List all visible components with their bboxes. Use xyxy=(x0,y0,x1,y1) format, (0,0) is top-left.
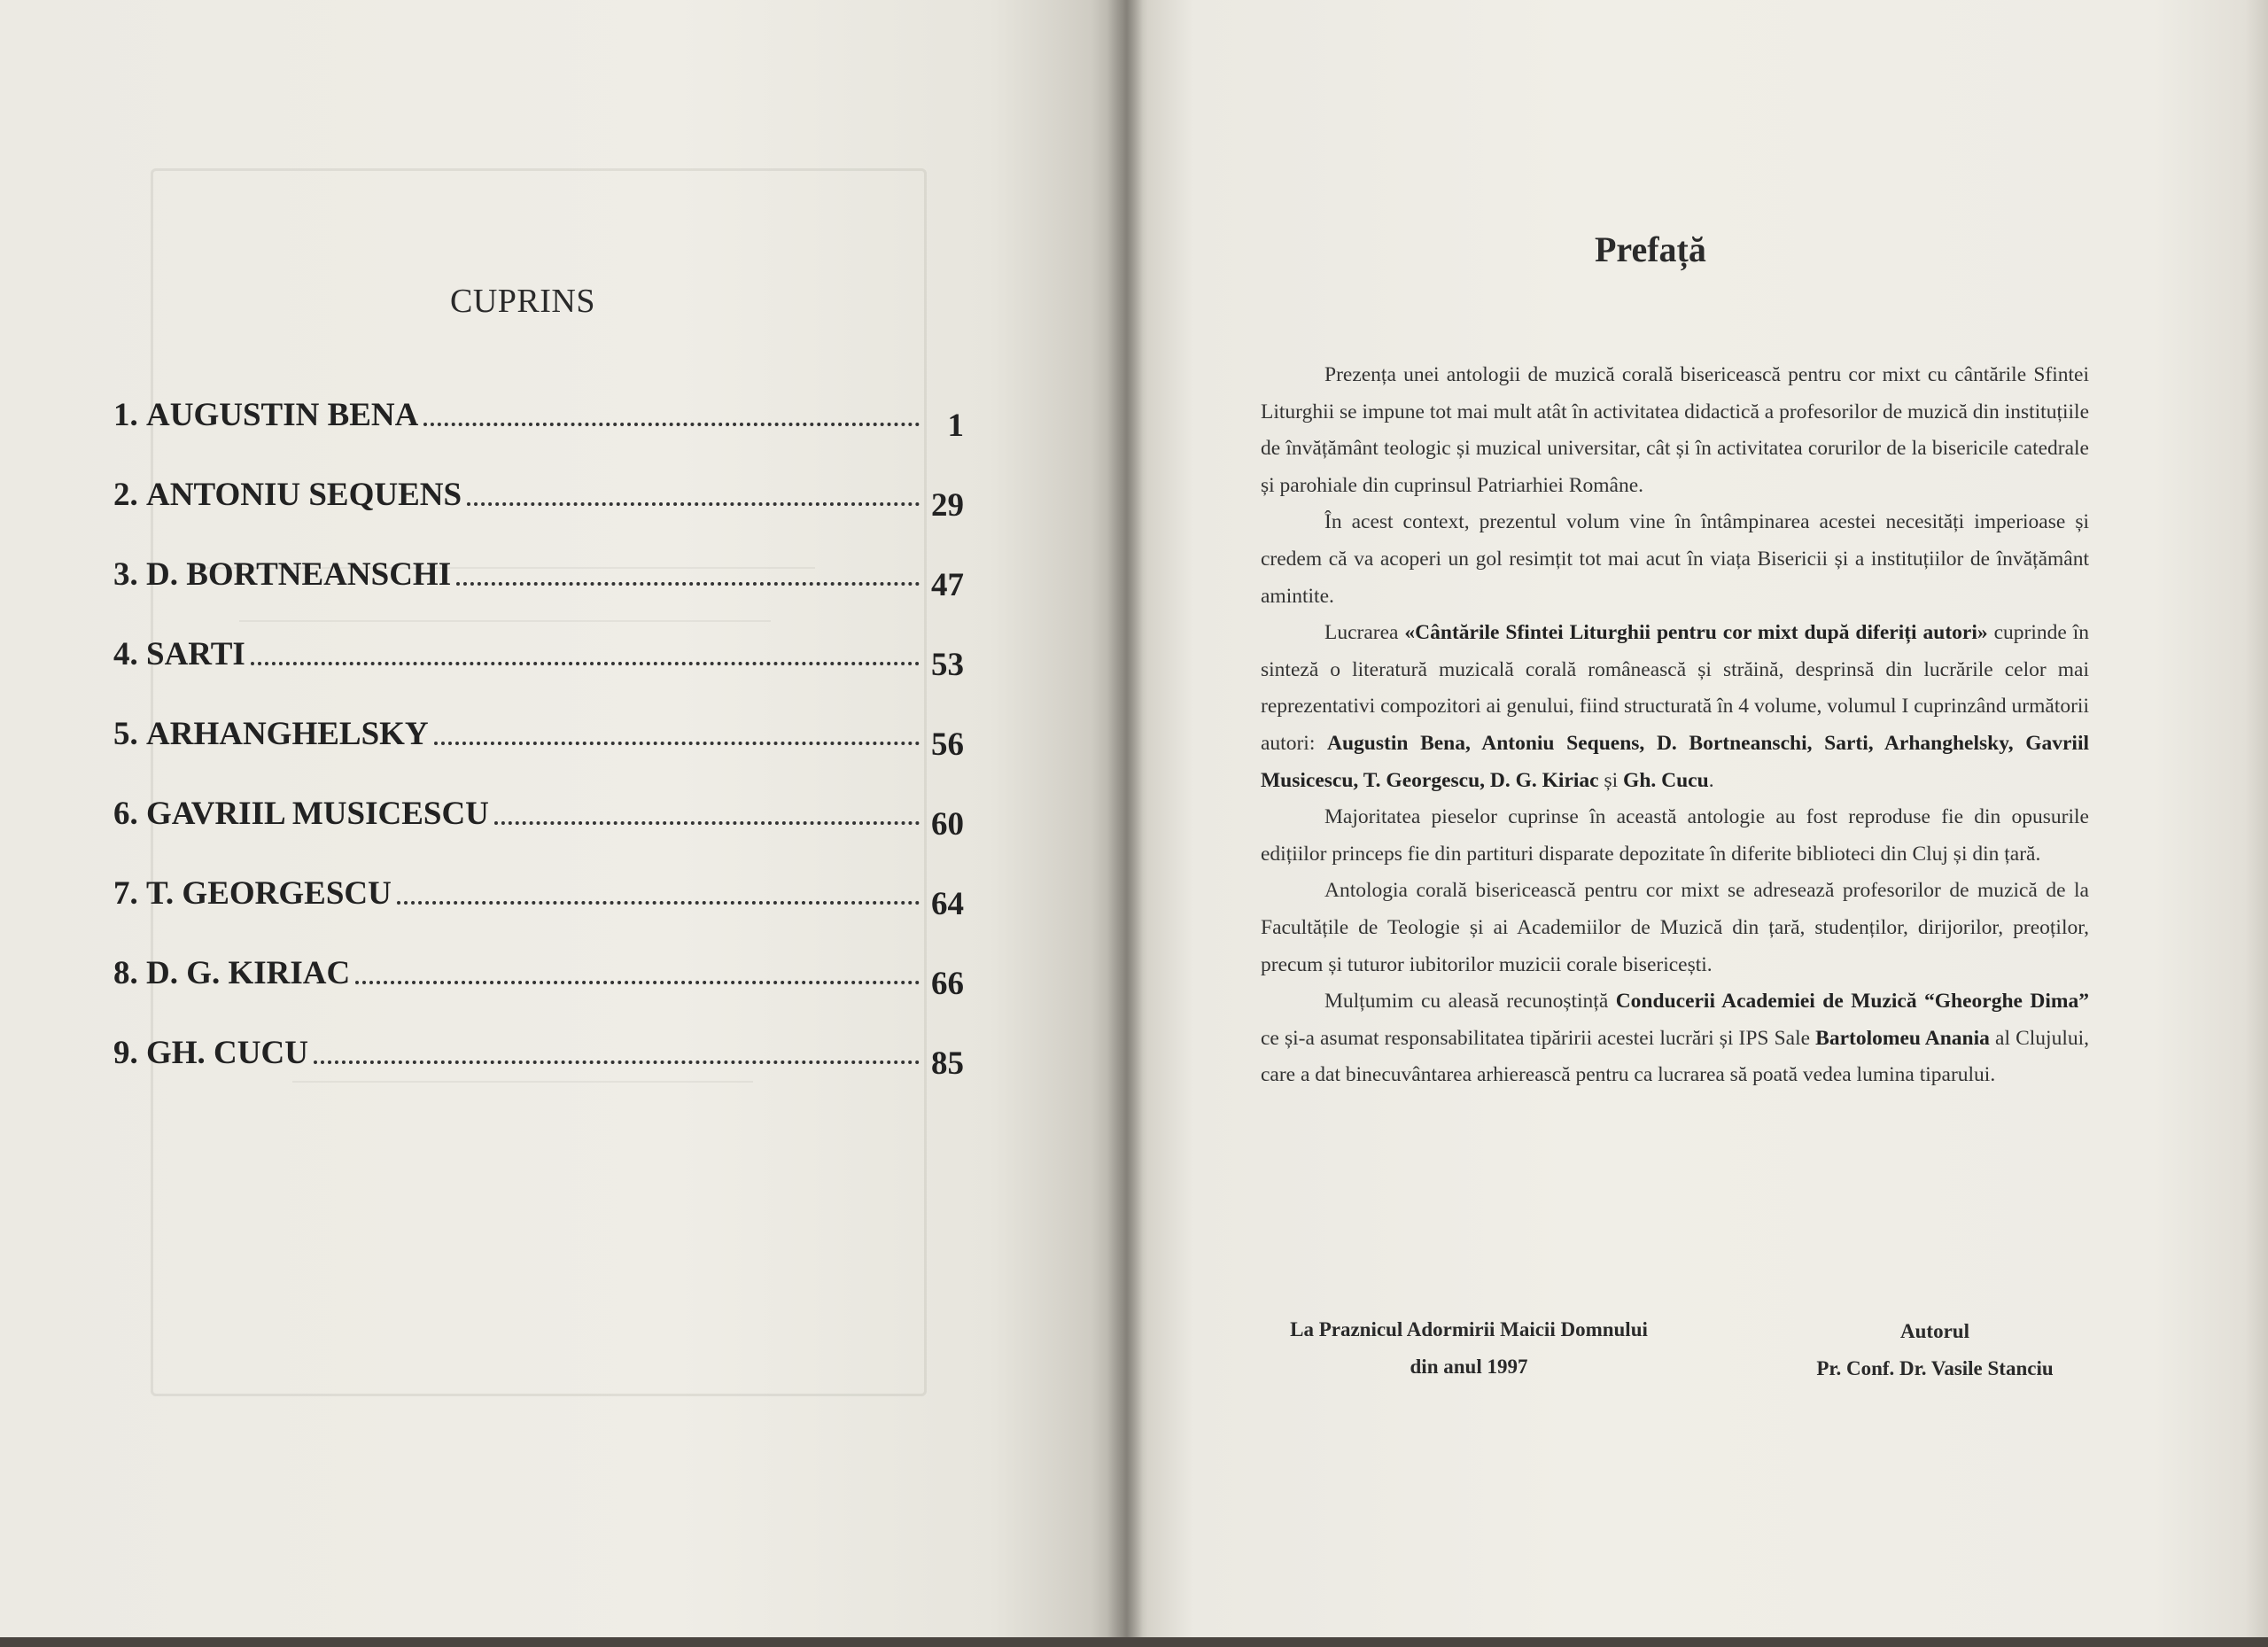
toc-entry-page: 1 xyxy=(947,408,964,444)
toc-leader-dots xyxy=(423,422,920,426)
toc-entry xyxy=(113,594,964,683)
toc-entry-page: 29 xyxy=(931,487,964,524)
toc-entry xyxy=(113,434,964,524)
toc-entry-name: GAVRIIL MUSICESCU xyxy=(146,796,489,832)
toc-entry-number: 2. xyxy=(113,477,146,513)
toc-entry xyxy=(113,753,964,843)
preface-paragraph-5: Antologia corală bisericească pentru cor mixt se adresează profesorilor de muzică de la Facultățile de Teologie și ai Academiilor de Muzică din țară, studenților, dirijorilor, preoților, precum și tuturor iubitorilor muzicii corale bisericești. xyxy=(1261,879,2089,976)
academy-name: Conducerii Academiei de Muzică “Gheorghe Dima” xyxy=(1615,990,2089,1014)
toc-leader-dots xyxy=(467,501,920,506)
toc-entry-number: 9. xyxy=(113,1035,146,1071)
dateline-line-1: La Praznicul Adormirii Maicii Domnului xyxy=(1290,1318,1648,1340)
preface-text: ce și-a asumat responsabilitatea tipăririi acestei lucrări și IPS Sale xyxy=(1261,1026,1816,1050)
preface-paragraph-3 xyxy=(1261,615,2089,799)
book-bottom-edge xyxy=(0,1637,2268,1647)
toc-entry-page: 66 xyxy=(931,966,964,1002)
preface-title: Prefață xyxy=(1595,229,1706,269)
signature xyxy=(1781,1313,2089,1387)
toc-leader-dots xyxy=(314,1060,920,1064)
toc-entry-page: 47 xyxy=(931,567,964,603)
toc-entry-number: 5. xyxy=(113,716,146,752)
toc-entry xyxy=(113,514,964,603)
preface-paragraph-2: În acest context, prezentul volum vine în întâmpinarea acestei necesități imperioase și credem că va acoperi un gol resimțit tot mai acut în viața Bisericii și a instituțiilor de învățământ amintite. xyxy=(1261,510,2089,608)
toc-entry-number: 1. xyxy=(113,397,146,433)
dateline xyxy=(1261,1311,1677,1386)
author-label: Autorul xyxy=(1900,1320,1969,1342)
toc-entry-page: 53 xyxy=(931,647,964,683)
preface-text: Lucrarea xyxy=(1324,621,1405,645)
work-title: «Cântările Sfintei Liturghii pentru cor mixt după diferiți autori» xyxy=(1404,621,1988,645)
dateline-line-2: din anul 1997 xyxy=(1410,1356,1528,1378)
toc-leader-dots xyxy=(397,900,920,905)
toc-entry-name: D. G. KIRIAC xyxy=(146,955,351,991)
toc-list xyxy=(113,354,964,1082)
left-page xyxy=(0,0,1125,1647)
preface-text: . xyxy=(1708,768,1714,792)
toc-entry-name: SARTI xyxy=(146,636,245,672)
toc-entry-name: AUGUSTIN BENA xyxy=(146,397,419,433)
preface-body xyxy=(1261,357,2089,1094)
preface-text: și xyxy=(1598,768,1624,792)
toc-leader-dots xyxy=(355,980,920,984)
preface-text: al Clujului, care a dat binecuvântarea arhierească pentru ca lucrarea să poată vedea lumina tiparului. xyxy=(1261,1026,2090,1087)
toc-leader-dots xyxy=(494,820,920,825)
toc-entry xyxy=(113,673,964,763)
toc-entry-page: 56 xyxy=(931,726,964,763)
preface-paragraph-1: Prezența unei antologii de muzică corală bisericească pentru cor mixt cu cântările Sfintei Liturghii se impune tot mai mult atât în activitatea didactică a profesorilor de muzică din instituțiile de învățământ teologic și muzical universitar, cât și în activitatea corurilor de la bisericile catedrale și parohiale din cuprinsul Patriarhiei Române. xyxy=(1261,363,2089,497)
toc-title: CUPRINS xyxy=(450,283,595,320)
toc-entry-number: 7. xyxy=(113,875,146,912)
preface-text: cuprinde în sinteză o literatură muzicală corală românească și străină, desprinsă din lucrările celor mai reprezentativi compozitori ai genului, fiind structurată în 4 volume, volumul I cuprinzând următorii autori: xyxy=(1261,621,2090,755)
toc-entry-page: 64 xyxy=(931,886,964,922)
toc-entry-name: GH. CUCU xyxy=(146,1035,308,1071)
show-through-line xyxy=(292,1081,753,1083)
author-name: Pr. Conf. Dr. Vasile Stanciu xyxy=(1816,1357,2054,1379)
toc-entry-name: T. GEORGESCU xyxy=(146,875,392,912)
toc-leader-dots xyxy=(456,581,920,586)
composer-list: Augustin Bena, Antoniu Sequens, D. Bortneanschi, Sarti, Arhanghelsky, Gavriil Musicescu, T. Georgescu, D. G. Kiriac xyxy=(1261,731,2090,792)
toc-entry xyxy=(113,833,964,922)
toc-entry-number: 3. xyxy=(113,556,146,593)
toc-leader-dots xyxy=(434,741,920,745)
toc-entry-name: D. BORTNEANSCHI xyxy=(146,556,452,593)
composer-last: Gh. Cucu xyxy=(1623,768,1709,792)
book-gutter xyxy=(1107,0,1143,1647)
toc-entry-number: 8. xyxy=(113,955,146,991)
toc-entry xyxy=(113,354,964,444)
toc-entry-page: 60 xyxy=(931,806,964,843)
toc-entry-name: ANTONIU SEQUENS xyxy=(146,477,462,513)
toc-entry-number: 6. xyxy=(113,796,146,832)
preface-paragraph-6 xyxy=(1261,983,2089,1094)
toc-entry xyxy=(113,992,964,1082)
toc-entry-name: ARHANGHELSKY xyxy=(146,716,429,752)
preface-text: Mulțumim cu aleasă recunoștință xyxy=(1324,990,1616,1014)
toc-entry-number: 4. xyxy=(113,636,146,672)
toc-leader-dots xyxy=(251,661,920,665)
toc-entry xyxy=(113,913,964,1002)
toc-entry-page: 85 xyxy=(931,1045,964,1082)
bishop-name: Bartolomeu Anania xyxy=(1815,1026,1990,1050)
preface-paragraph-4: Majoritatea pieselor cuprinse în această antologie au fost reproduse fie din opusurile edițiilor princeps fie din partituri disparate depozitate în diferite biblioteci din Cluj și din țară. xyxy=(1261,805,2089,866)
